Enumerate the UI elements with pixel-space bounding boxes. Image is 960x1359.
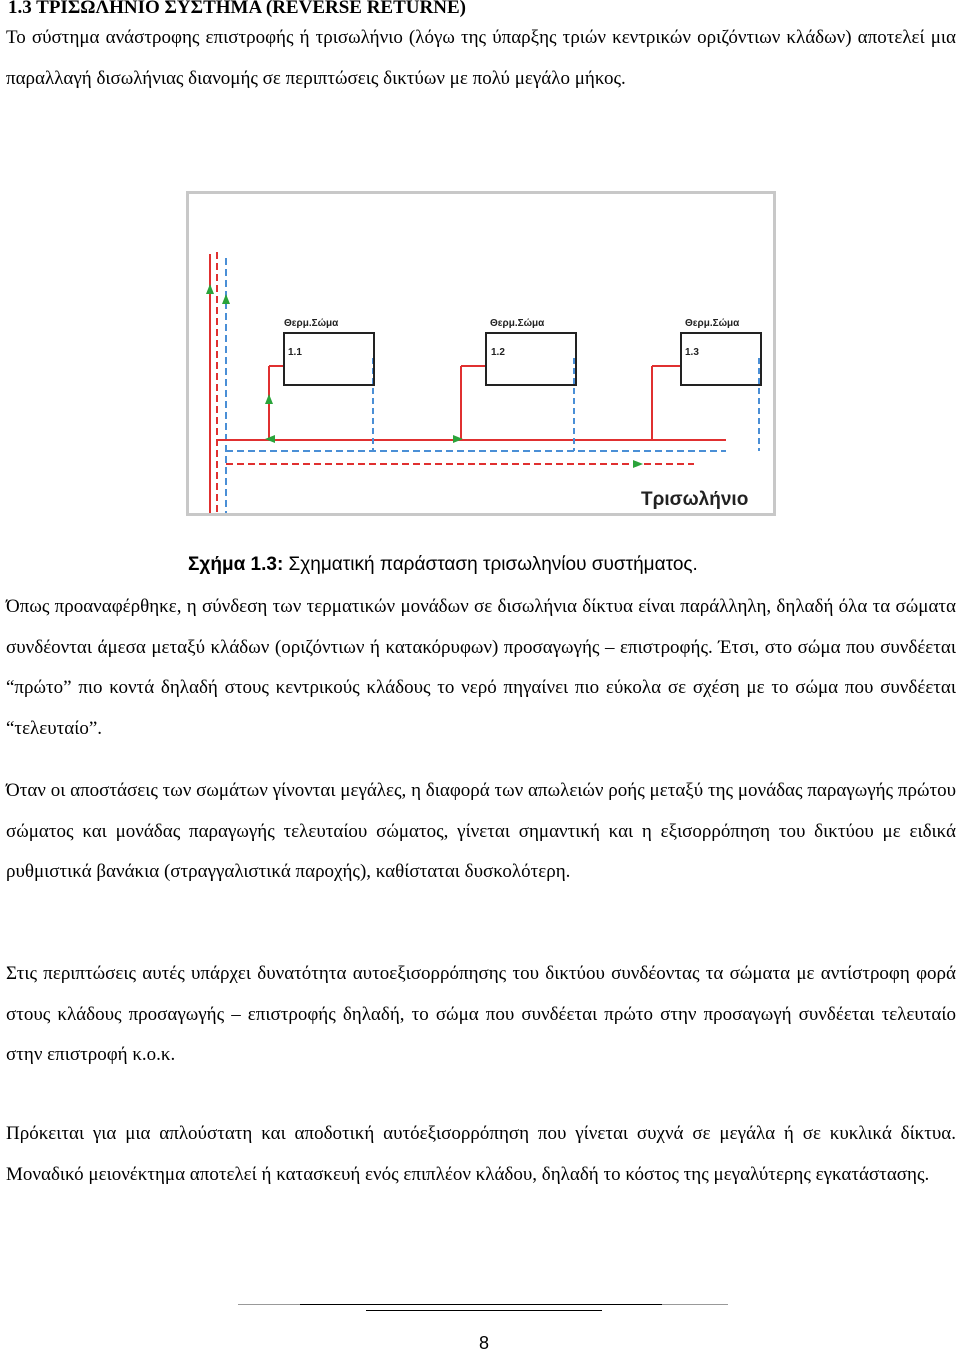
section-heading: 1.3 ΤΡΙΣΩΛΗΝΙΟ ΣΥΣΤΗΜΑ (REVERSE RETURNE) bbox=[8, 0, 466, 18]
paragraph-1: Όπως προαναφέρθηκε, η σύνδεση των τερματικών μονάδων σε δισωλήνια δίκτυα είναι παράλληλη, δηλαδή όλα τα σώματα συνδέονται άμεσα μεταξύ κλάδων (οριζόντιων ή κατακόρυφων) προσαγωγής – επιστροφής. Έτσι, στο σώμα που συνδέεται “πρώτο” πιο κοντά δηλαδή στους κεντρικούς κλάδους το νερό πηγαίνει πιο εύκολα σε σχέση με το σώμα που συνδέεται “τελευταίο”. bbox=[6, 596, 956, 739]
intro-paragraph: Το σύστημα ανάστροφης επιστροφής ή τρισωλήνιο (λόγω της ύπαρξης τριών κεντρικών οριζόντιων κλάδων) αποτελεί μια παραλλαγή δισωλήνιας διανομής σε περιπτώσεις δικτύων με πολύ μεγάλο μήκος. bbox=[6, 27, 956, 89]
radiator-2-id: 1.2 bbox=[491, 347, 505, 358]
footer-rule-dark bbox=[300, 1304, 662, 1305]
figure-caption bbox=[188, 552, 808, 578]
radiator-3-id: 1.3 bbox=[685, 347, 699, 358]
diagram-label: Τρισωλήνιο bbox=[641, 489, 749, 510]
reverse-return-diagram bbox=[186, 191, 776, 516]
paragraph-4: Πρόκειται για μια απλούστατη και αποδοτική αυτόεξισορρόπηση που γίνεται συχνά σε μεγάλα ή σε κυκλικά δίκτυα. Μοναδικό μειονέκτημα αποτελεί ή κατασκευή ενός επιπλέον κλάδου, δηλαδή το κόστος της μεγαλύτερης εγκατάστασης. bbox=[6, 1123, 956, 1185]
paragraph-2: Όταν οι αποστάσεις των σωμάτων γίνονται μεγάλες, η διαφορά των απωλειών ροής μεταξύ της μονάδας παραγωγής πρώτου σώματος και μονάδας παραγωγής τελευταίου σώματος, γίνεται σημαντική και η εξισορρόπηση του δικτύου με ειδικά ρυθμιστικά βανάκια (στραγγαλιστικά παροχής), καθίσταται δυσκολότερη. bbox=[6, 780, 956, 882]
figure-caption-text: Σχηματική παράσταση τρισωληνίου συστήματος. bbox=[283, 554, 698, 575]
radiator-1-id: 1.1 bbox=[288, 347, 302, 358]
radiator-2-title: Θερμ.Σώμα bbox=[490, 318, 545, 329]
footer-rule-short bbox=[366, 1310, 602, 1311]
page-number: 8 bbox=[478, 1333, 489, 1353]
paragraph-3: Στις περιπτώσεις αυτές υπάρχει δυνατότητα αυτοεξισορρόπησης του δικτύου συνδέοντας τα σώματα με αντίστροφη φορά στους κλάδους προσαγωγής – επιστροφής δηλαδή, το σώμα που συνδέεται πρώτο στην προσαγωγή συνδέεται τελευταίο στην επιστροφή κ.ο.κ. bbox=[6, 963, 956, 1065]
radiator-3-title: Θερμ.Σώμα bbox=[685, 318, 740, 329]
figure-caption-label: Σχήμα 1.3: bbox=[188, 554, 284, 575]
radiator-1-title: Θερμ.Σώμα bbox=[284, 318, 339, 329]
